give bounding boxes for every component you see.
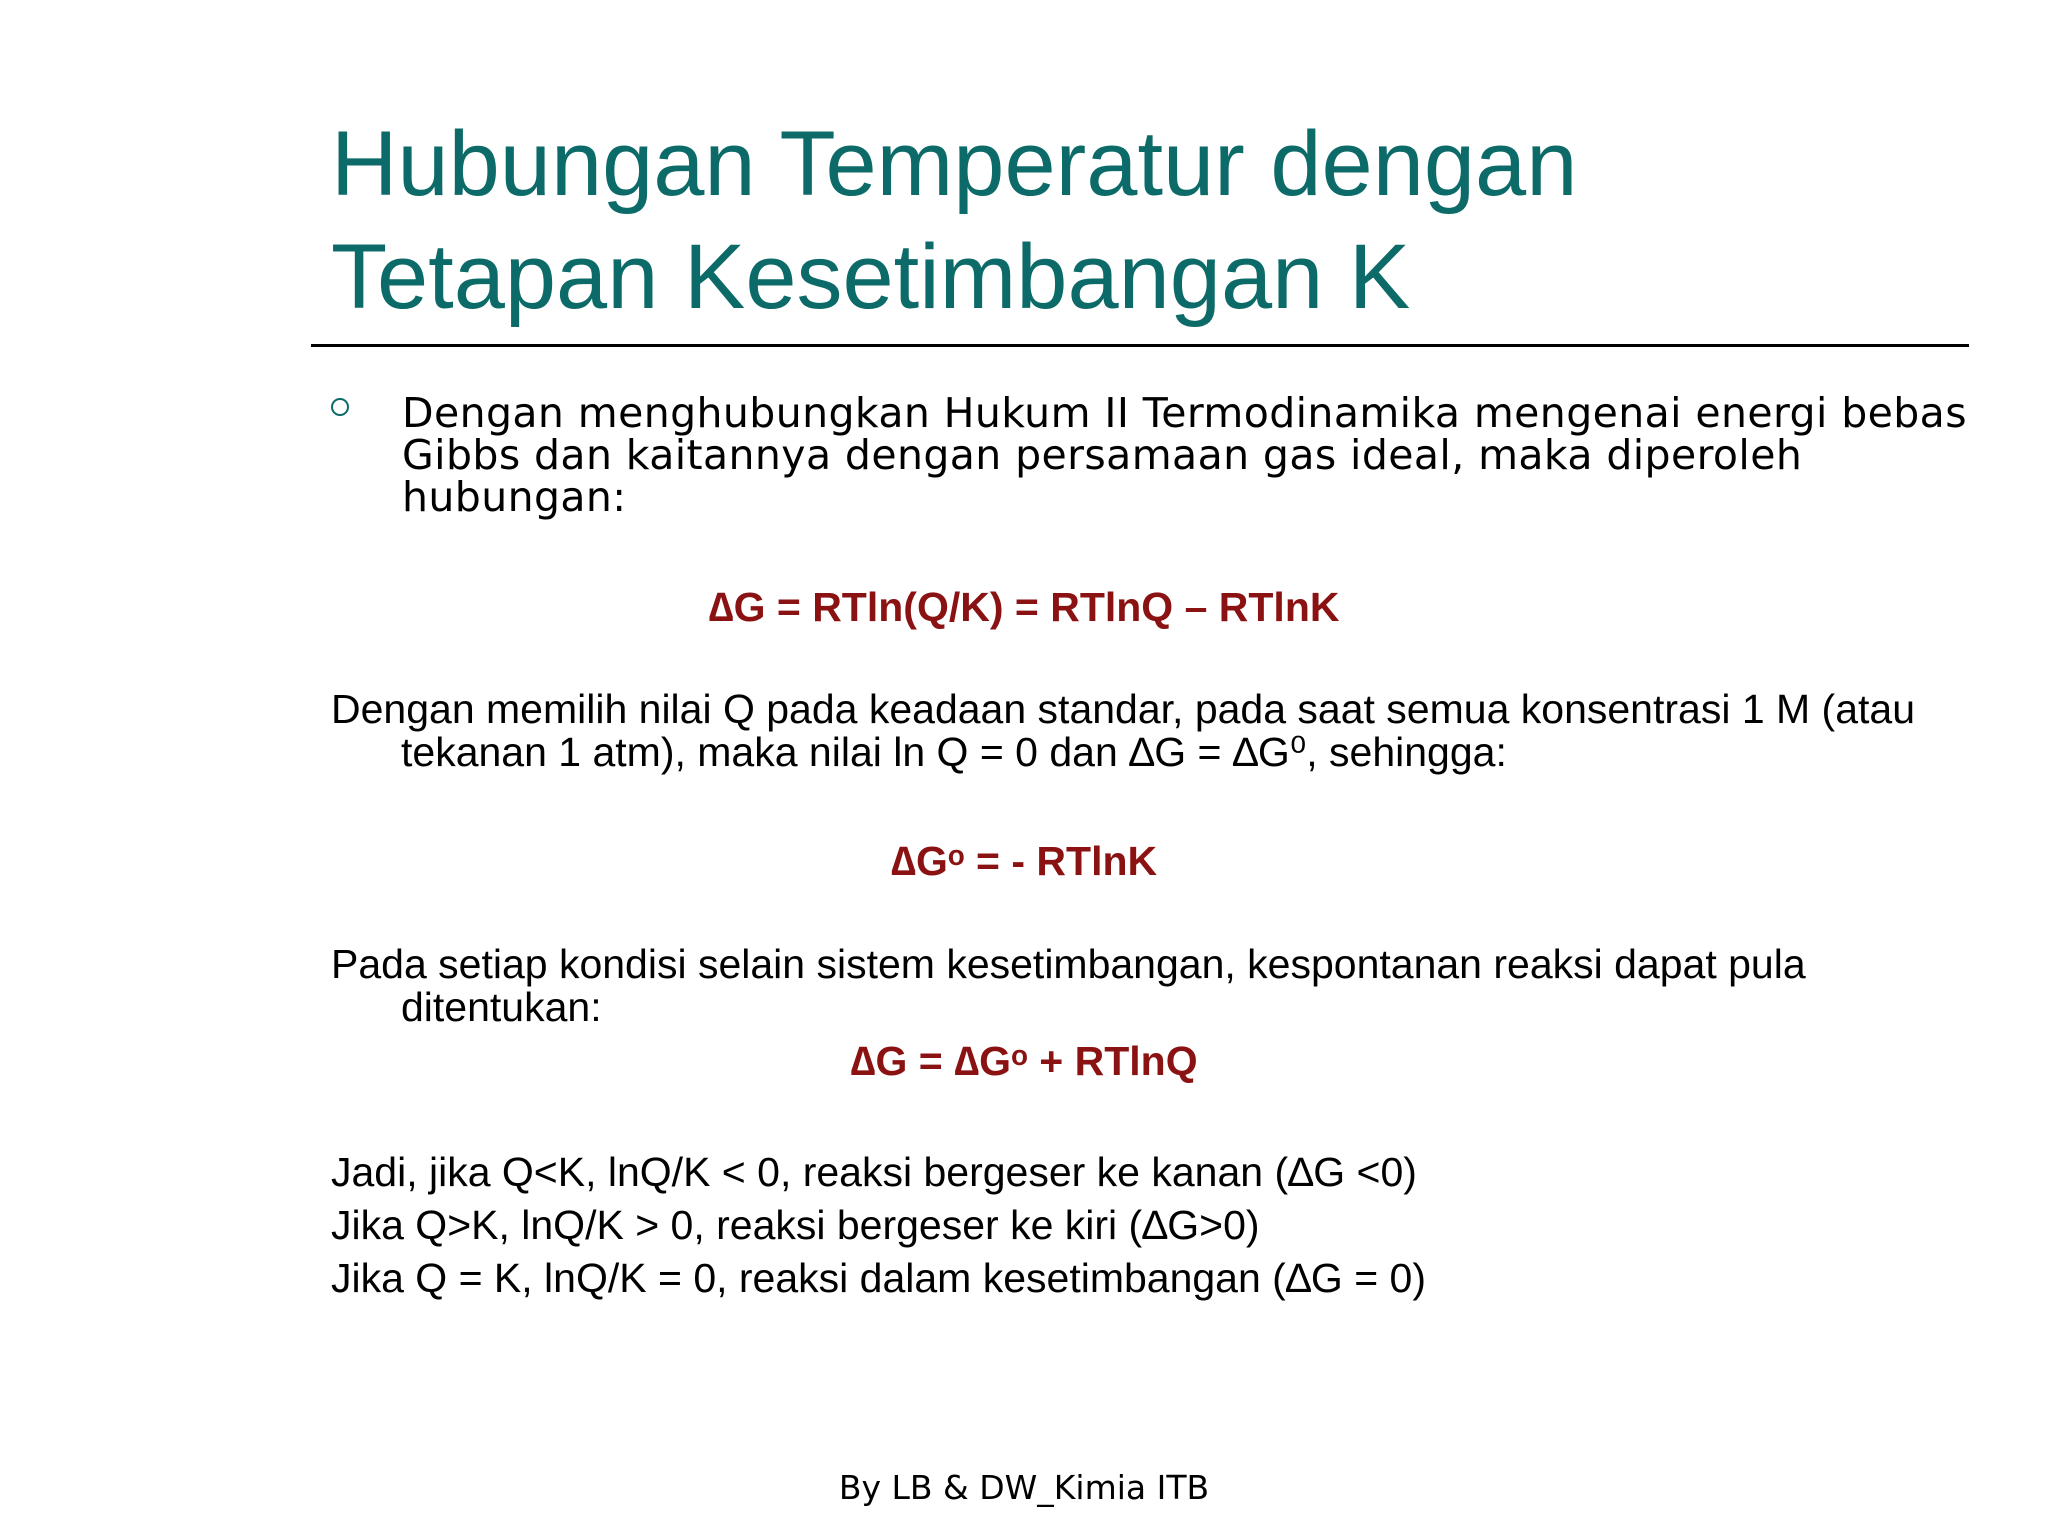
paragraph-spontaneity: Pada setiap kondisi selain sistem kesetimbangan, kespontanan reaksi dapat pula ditentukan:: [331, 941, 1806, 1030]
formula-gibbs-relation: ∆G = RTln(Q/K) = RTlnQ – RTlnK: [708, 584, 1340, 630]
slide-title-line-2: Tetapan Kesetimbangan K: [331, 226, 1411, 328]
slide-title-line-1: Hubungan Temperatur dengan: [331, 113, 1578, 215]
slide-footer: By LB & DW_Kimia ITB: [838, 1468, 1210, 1507]
bullet-text: Dengan menghubungkan Hukum II Termodinamika mengenai energi bebas Gibbs dan kaitannya dengan persamaan gas ideal, maka diperoleh hubungan:: [402, 389, 1967, 521]
paragraph-standard-state: Dengan memilih nilai Q pada keadaan standar, pada saat semua konsentrasi 1 M (atau tekanan 1 atm), maka nilai ln Q = 0 dan ∆G = ∆G⁰, sehingga:: [331, 686, 1916, 775]
conclusion-line: Jika Q>K, lnQ/K > 0, reaksi bergeser ke kiri (∆G>0): [331, 1202, 1260, 1248]
conclusion-list: [331, 1146, 1971, 1305]
title-divider: [311, 344, 1969, 347]
formula-gibbs-nonstandard: ∆G = ∆Gᵒ + RTlnQ: [850, 1038, 1198, 1084]
hollow-circle-bullet-icon: [331, 398, 349, 416]
formula-standard-gibbs: ∆Gᵒ = - RTlnK: [890, 838, 1158, 884]
slide-title: [331, 108, 1931, 334]
conclusion-line: Jadi, jika Q<K, lnQ/K < 0, reaksi bergeser ke kanan (∆G <0): [331, 1149, 1417, 1195]
conclusion-line: Jika Q = K, lnQ/K = 0, reaksi dalam kesetimbangan (∆G = 0): [331, 1255, 1426, 1301]
